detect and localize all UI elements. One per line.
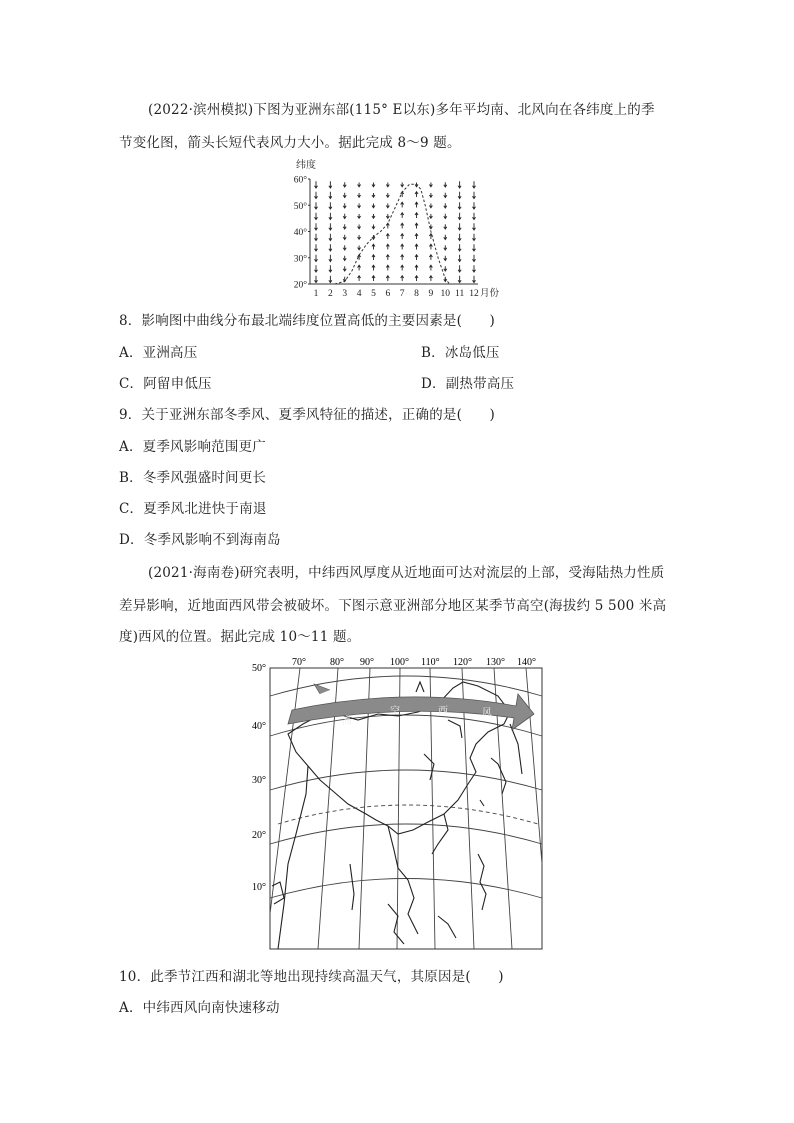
north-wind-arrow bbox=[444, 235, 447, 240]
lon-label-130: 130° bbox=[486, 657, 505, 668]
north-wind-arrow bbox=[458, 255, 461, 262]
north-wind-arrow bbox=[358, 224, 361, 228]
intro2-line-3: 度)西风的位置。据此完成 10～11 题。 bbox=[119, 629, 361, 645]
north-wind-arrow bbox=[329, 276, 332, 283]
arrow-char-3: 西 bbox=[438, 706, 448, 717]
north-wind-arrow bbox=[444, 214, 447, 219]
south-wind-arrow bbox=[401, 255, 404, 260]
tropic-line bbox=[278, 805, 538, 824]
x-tick-label: 4 bbox=[356, 289, 362, 299]
north-wind-arrow bbox=[458, 181, 461, 188]
north-wind-arrow bbox=[473, 213, 476, 220]
north-wind-arrow bbox=[315, 213, 318, 220]
intro2-line-2: 差异影响，近地面西风带会被破坏。下图示意亚洲部分地区某季节高空(海拔约 5 500 米高 bbox=[119, 598, 667, 614]
north-wind-arrow bbox=[473, 244, 476, 251]
lon-label-140: 140° bbox=[517, 657, 536, 668]
north-wind-arrow bbox=[329, 255, 332, 262]
north-wind-arrow bbox=[458, 234, 461, 241]
north-wind-arrow bbox=[458, 202, 461, 209]
north-wind-arrow bbox=[315, 181, 318, 188]
north-wind-arrow bbox=[358, 245, 361, 249]
south-wind-arrow bbox=[429, 276, 432, 281]
north-wind-arrow bbox=[315, 192, 318, 199]
south-wind-arrow bbox=[415, 192, 418, 197]
q8-option-a: A．亚洲高压 bbox=[119, 345, 198, 361]
north-wind-arrow bbox=[343, 182, 346, 187]
north-wind-arrow bbox=[473, 265, 476, 272]
north-wind-arrow bbox=[386, 214, 389, 218]
lat-label-30: 30° bbox=[252, 775, 266, 786]
lon-label-120: 120° bbox=[453, 657, 472, 668]
north-wind-arrow bbox=[358, 203, 361, 207]
north-wind-arrow bbox=[473, 255, 476, 262]
north-wind-arrow bbox=[329, 265, 332, 272]
north-wind-arrow bbox=[358, 214, 361, 218]
x-tick-label: 9 bbox=[428, 289, 434, 299]
north-wind-arrow bbox=[315, 223, 318, 230]
south-wind-arrow bbox=[401, 213, 404, 218]
south-wind-arrow bbox=[372, 265, 375, 270]
north-wind-arrow bbox=[329, 202, 332, 209]
lon-label-80: 80° bbox=[330, 657, 344, 668]
south-wind-arrow bbox=[401, 244, 404, 249]
north-wind-arrow bbox=[372, 182, 375, 186]
north-wind-arrow bbox=[429, 193, 432, 197]
north-wind-arrow bbox=[429, 203, 432, 207]
north-wind-arrow bbox=[315, 265, 318, 272]
south-wind-arrow bbox=[386, 234, 389, 239]
north-wind-arrow bbox=[444, 193, 447, 198]
x-tick-label: 3 bbox=[342, 289, 348, 299]
q9-stem: 9．关于亚洲东部冬季风、夏季风特征的描述，正确的是( ) bbox=[119, 407, 495, 423]
x-tick-label: 10 bbox=[440, 289, 451, 299]
north-wind-arrow bbox=[458, 265, 461, 272]
south-wind-arrow bbox=[372, 276, 375, 281]
south-wind-arrow bbox=[429, 255, 432, 260]
south-wind-arrow bbox=[386, 265, 389, 270]
north-wind-arrow bbox=[458, 213, 461, 220]
north-wind-arrow bbox=[343, 256, 346, 261]
y-tick-label: 20° bbox=[293, 280, 307, 291]
north-wind-arrow bbox=[315, 276, 318, 283]
north-wind-arrow bbox=[329, 213, 332, 220]
x-tick-label: 6 bbox=[385, 289, 391, 299]
north-wind-arrow bbox=[329, 192, 332, 199]
north-wind-arrow bbox=[372, 214, 375, 218]
q8-option-b: B．冰岛低压 bbox=[421, 345, 500, 361]
north-wind-arrow bbox=[458, 244, 461, 251]
x-tick-label: 5 bbox=[371, 289, 376, 299]
arrow-char-1: 高 bbox=[342, 716, 352, 727]
north-wind-arrow bbox=[401, 182, 404, 186]
x-tick-label: 7 bbox=[399, 289, 405, 299]
south-wind-arrow bbox=[415, 213, 418, 218]
south-wind-arrow bbox=[358, 265, 361, 270]
north-wind-arrow bbox=[372, 203, 375, 207]
north-wind-arrow bbox=[315, 244, 318, 251]
intro-line-1: (2022·滨州模拟)下图为亚洲东部(115° E以东)多年平均南、北风向在各纬度上的季 bbox=[148, 102, 655, 118]
y-tick-label: 50° bbox=[293, 201, 307, 212]
lat-label-40: 40° bbox=[252, 721, 266, 732]
north-wind-arrow bbox=[458, 276, 461, 283]
south-wind-arrow bbox=[415, 234, 418, 239]
x-tick-label: 8 bbox=[414, 289, 419, 299]
y-tick-label: 30° bbox=[293, 254, 307, 265]
y-axis-label: 纬度 bbox=[296, 160, 316, 171]
south-wind-arrow bbox=[386, 244, 389, 249]
north-wind-arrow bbox=[329, 234, 332, 241]
north-wind-arrow bbox=[315, 234, 318, 241]
north-wind-arrow bbox=[343, 203, 346, 208]
wind-latitude-chart bbox=[276, 155, 516, 305]
lat-label-10: 10° bbox=[252, 882, 266, 893]
north-wind-arrow bbox=[386, 182, 389, 186]
north-wind-arrow bbox=[473, 276, 476, 283]
lat-label-20: 20° bbox=[252, 830, 266, 841]
x-axis-label: 月份 bbox=[480, 289, 500, 299]
q9-option-b: B．冬季风强盛时间更长 bbox=[119, 470, 267, 486]
north-wind-arrow bbox=[358, 182, 361, 186]
north-wind-arrow bbox=[329, 181, 332, 188]
north-wind-arrow bbox=[473, 192, 476, 199]
south-wind-arrow bbox=[372, 244, 375, 249]
boundary-curve bbox=[335, 184, 450, 284]
north-wind-arrow bbox=[315, 202, 318, 209]
south-wind-arrow bbox=[429, 244, 432, 249]
north-wind-arrow bbox=[372, 224, 375, 228]
y-tick-label: 40° bbox=[293, 228, 307, 238]
south-wind-arrow bbox=[415, 265, 418, 270]
north-wind-arrow bbox=[343, 235, 346, 240]
x-tick-label: 11 bbox=[455, 289, 465, 299]
q10-stem: 10．此季节江西和湖北等地出现持续高温天气，其原因是( ) bbox=[119, 969, 504, 985]
north-wind-arrow bbox=[473, 181, 476, 188]
x-tick-label: 2 bbox=[327, 289, 333, 299]
north-wind-arrow bbox=[343, 193, 346, 198]
q9-option-d: D．冬季风影响不到海南岛 bbox=[119, 532, 281, 548]
south-wind-arrow bbox=[401, 265, 404, 270]
north-wind-arrow bbox=[358, 193, 361, 197]
north-wind-arrow bbox=[429, 214, 432, 218]
x-tick-label: 12 bbox=[469, 289, 479, 299]
north-wind-arrow bbox=[444, 182, 447, 187]
q8-option-d: D．副热带高压 bbox=[421, 376, 515, 392]
north-wind-arrow bbox=[372, 193, 375, 197]
south-wind-arrow bbox=[415, 202, 418, 207]
asia-westerly-map bbox=[248, 654, 548, 954]
q8-stem: 8．影响图中曲线分布最北端纬度位置高低的主要因素是( ) bbox=[119, 313, 495, 329]
x-tick-label: 1 bbox=[313, 289, 319, 299]
q9-option-c: C．夏季风北进快于南退 bbox=[119, 501, 267, 517]
north-wind-arrow bbox=[444, 245, 447, 250]
arrow-char-4: 风 bbox=[482, 708, 492, 719]
south-wind-arrow bbox=[429, 265, 432, 270]
south-wind-arrow bbox=[401, 276, 404, 281]
lon-label-110: 110° bbox=[421, 657, 440, 668]
north-wind-arrow bbox=[444, 203, 447, 208]
lon-label-70: 70° bbox=[292, 657, 306, 668]
north-wind-arrow bbox=[444, 266, 447, 271]
intro2-line-1: (2021·海南卷)研究表明，中纬西风厚度从近地面可达对流层的上部，受海陆热力性质 bbox=[148, 565, 665, 581]
intro-line-2: 节变化图，箭头长短代表风力大小。据此完成 8～9 题。 bbox=[119, 135, 461, 151]
north-wind-arrow bbox=[329, 244, 332, 251]
south-wind-arrow bbox=[386, 255, 389, 260]
y-tick-label: 60° bbox=[293, 175, 307, 186]
north-wind-arrow bbox=[329, 223, 332, 230]
south-wind-arrow bbox=[415, 276, 418, 281]
north-wind-arrow bbox=[444, 224, 447, 229]
lon-label-100: 100° bbox=[390, 657, 409, 668]
q9-option-a: A．夏季风影响范围更广 bbox=[119, 439, 266, 455]
south-wind-arrow bbox=[415, 244, 418, 249]
lon-label-90: 90° bbox=[360, 657, 374, 668]
north-wind-arrow bbox=[386, 203, 389, 207]
south-wind-arrow bbox=[372, 255, 375, 260]
south-wind-arrow bbox=[415, 223, 418, 228]
arrow-char-2: 空 bbox=[390, 706, 400, 717]
south-wind-arrow bbox=[401, 234, 404, 239]
south-wind-arrow bbox=[401, 223, 404, 228]
north-wind-arrow bbox=[343, 266, 346, 271]
q10-option-a: A．中纬西风向南快速移动 bbox=[119, 1000, 280, 1016]
north-wind-arrow bbox=[473, 202, 476, 209]
north-wind-arrow bbox=[343, 214, 346, 219]
north-wind-arrow bbox=[473, 223, 476, 230]
lat-label-50: 50° bbox=[252, 663, 266, 674]
north-wind-arrow bbox=[458, 192, 461, 199]
north-wind-arrow bbox=[343, 245, 346, 250]
south-wind-arrow bbox=[358, 276, 361, 281]
north-wind-arrow bbox=[473, 234, 476, 241]
north-wind-arrow bbox=[343, 224, 346, 229]
north-wind-arrow bbox=[315, 255, 318, 262]
q8-option-c: C．阿留申低压 bbox=[119, 376, 212, 392]
south-wind-arrow bbox=[401, 202, 404, 207]
north-wind-arrow bbox=[444, 256, 447, 261]
south-wind-arrow bbox=[415, 255, 418, 260]
north-wind-arrow bbox=[386, 193, 389, 197]
south-wind-arrow bbox=[386, 276, 389, 281]
north-wind-arrow bbox=[458, 223, 461, 230]
north-wind-arrow bbox=[358, 235, 361, 239]
north-wind-arrow bbox=[429, 182, 432, 186]
